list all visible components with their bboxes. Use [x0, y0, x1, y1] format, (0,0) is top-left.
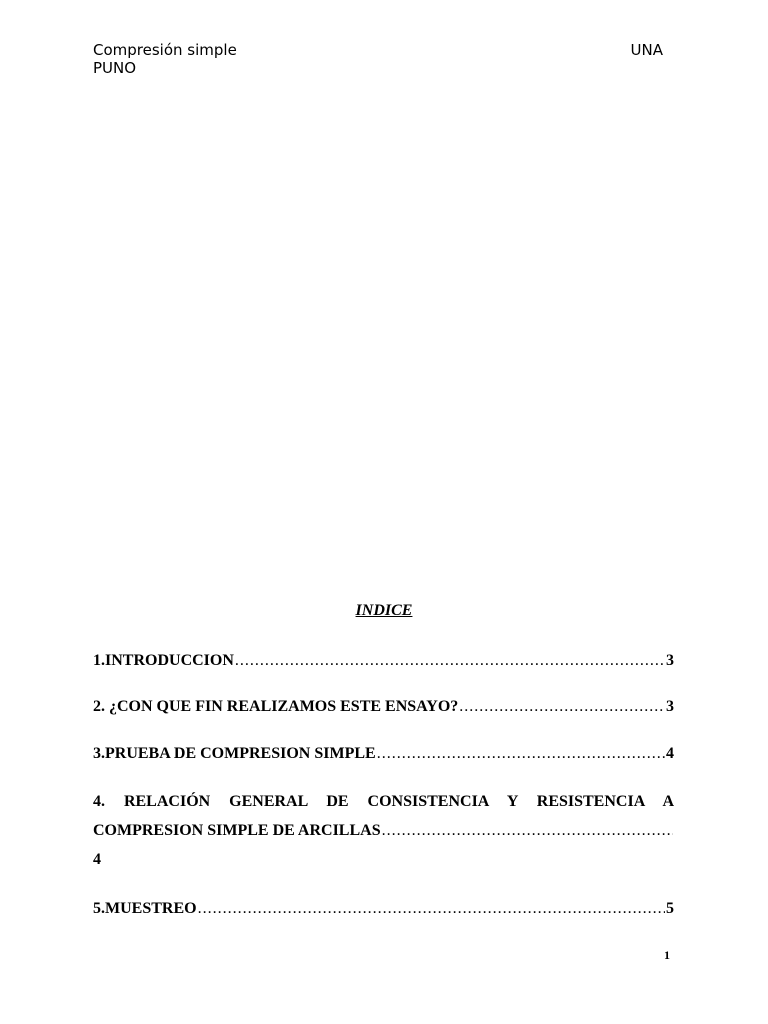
- toc-leader-dots: [235, 646, 665, 675]
- toc-entry-prueba: [93, 739, 674, 768]
- toc-leader-dots: [377, 739, 665, 768]
- toc-entry-muestreo: [93, 894, 674, 923]
- toc-entry-page: 4: [666, 745, 674, 762]
- header-title: Compresión simple: [93, 41, 237, 59]
- toc-leader-dots: [198, 894, 665, 923]
- toc-entry-introduccion: [93, 646, 674, 675]
- toc-entry-label: 1.INTRODUCCION: [93, 652, 234, 669]
- toc-entry-page: 3: [666, 698, 674, 715]
- toc-leader-dots: [382, 816, 673, 845]
- toc-entry-page: 4: [93, 851, 101, 868]
- toc-entry-label-line2: COMPRESION SIMPLE DE ARCILLAS: [93, 822, 381, 839]
- toc-entry-label: 2. ¿CON QUE FIN REALIZAMOS ESTE ENSAYO?: [93, 698, 459, 715]
- toc-entry-page: 3: [666, 652, 674, 669]
- toc-entry-page: 5: [666, 900, 674, 917]
- page-header: [93, 41, 668, 77]
- page-number: 1: [664, 948, 670, 962]
- toc-entry-label: 5.MUESTREO: [93, 900, 197, 917]
- header-institution: UNA: [630, 41, 663, 59]
- toc-leader-dots: [459, 692, 665, 721]
- toc-entry-relacion: [93, 787, 674, 874]
- toc-entry-label-line1: 4. RELACIÓN GENERAL DE CONSISTENCIA Y RESISTENCIA A: [93, 793, 674, 810]
- index-title: INDICE: [355, 602, 413, 619]
- toc-entry-fin: [93, 692, 674, 721]
- header-institution-line2: PUNO: [93, 59, 137, 77]
- toc-entry-label: 3.PRUEBA DE COMPRESION SIMPLE: [93, 745, 376, 762]
